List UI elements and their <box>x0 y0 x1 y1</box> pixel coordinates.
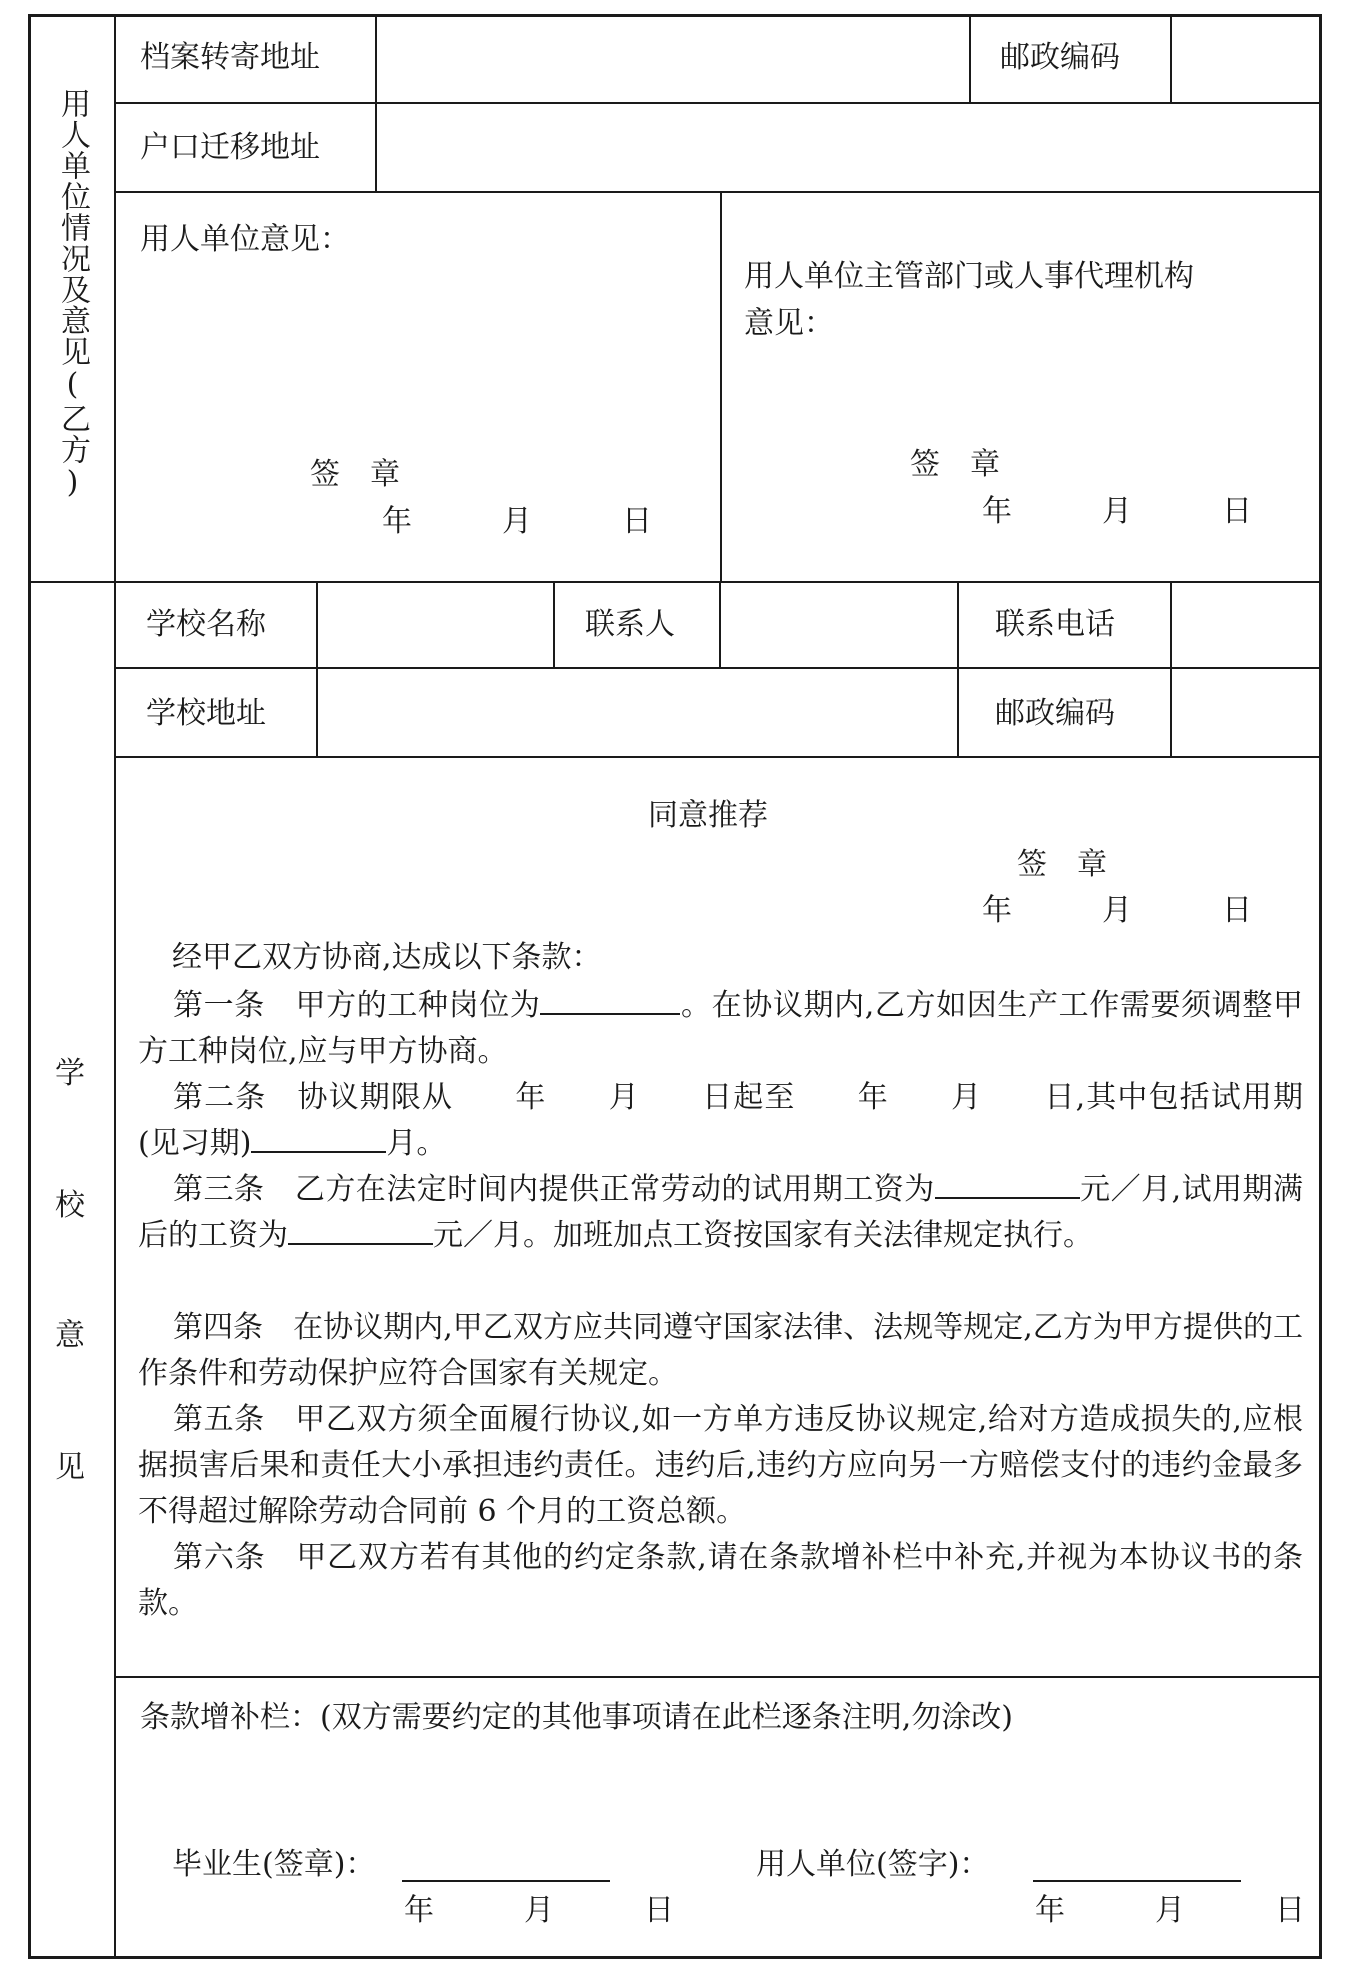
school-side-label-char-4: 见 <box>55 1450 85 1485</box>
section-divider <box>28 581 1320 583</box>
col-line-postal-2 <box>1170 14 1172 103</box>
employer-date-label: 年 月 日 <box>382 504 652 539</box>
col-line-school-3 <box>719 581 721 668</box>
clause-3-text-b: 元／月,试用期满后的工资为 <box>138 1172 1304 1253</box>
clause-1 <box>138 983 1303 1075</box>
school-date-label: 年 月 日 <box>982 893 1252 928</box>
graduate-sign-label: 毕业生(签章)： <box>172 1847 376 1882</box>
clause-6 <box>138 1535 1303 1627</box>
postal-code-label-top: 邮政编码 <box>1000 40 1120 75</box>
recommend-text: 同意推荐 <box>648 798 768 833</box>
graduate-date-label: 年 月 日 <box>404 1893 674 1928</box>
archive-address-field[interactable] <box>378 16 966 100</box>
col-line-postal-1 <box>969 14 971 103</box>
employer-side-label: 用人单位情况及意见(乙方) <box>55 88 90 501</box>
col-line-school-1 <box>316 581 318 757</box>
postal-code-field-top[interactable] <box>1173 16 1317 100</box>
phone-label: 联系电话 <box>995 607 1115 642</box>
employer-sign-line[interactable] <box>1033 1880 1241 1882</box>
postal-code-label-school: 邮政编码 <box>995 696 1115 731</box>
phone-field[interactable] <box>1173 584 1317 666</box>
col-line-school-5 <box>1170 581 1172 757</box>
col-line-archive <box>375 14 377 191</box>
clause-4-text: 第四条 在协议期内,甲乙双方应共同遵守国家法律、法规等规定,乙方为甲方提供的工作条件和劳动保护应符合国家有关规定。 <box>138 1310 1303 1391</box>
supplement-field[interactable] <box>117 1750 1317 1850</box>
school-address-field[interactable] <box>319 670 955 754</box>
clause-5 <box>138 1397 1303 1535</box>
outer-border-bottom <box>28 1956 1322 1959</box>
probation-salary-blank[interactable] <box>935 1167 1080 1199</box>
row-line-5 <box>114 1676 1320 1678</box>
archive-address-label: 档案转寄地址 <box>140 40 320 75</box>
employer-sign-label: 用人单位(签字)： <box>756 1847 990 1882</box>
job-position-blank[interactable] <box>540 983 680 1015</box>
clause-1-text-b: 。在协议期内,乙方如因生产工作需要须调整甲方工种岗位,应与甲方协商。 <box>138 988 1303 1069</box>
supervisor-date-label: 年 月 日 <box>982 494 1252 529</box>
postal-code-field-school[interactable] <box>1173 670 1317 754</box>
clause-3-text-a: 第三条 乙方在法定时间内提供正常劳动的试用期工资为 <box>173 1172 935 1207</box>
outer-border-right <box>1319 14 1322 1959</box>
row-line-1 <box>114 102 1320 104</box>
row-line-2 <box>114 191 1320 193</box>
clause-1-text-a: 第一条 甲方的工种岗位为 <box>173 988 541 1023</box>
probation-period-blank[interactable] <box>251 1121 386 1153</box>
school-side-label-char-2: 校 <box>55 1188 85 1223</box>
clause-5-text: 第五条 甲乙双方须全面履行协议,如一方单方违反协议规定,给对方造成损失的,应根据损害后果和责任大小承担违约责任。违约后,违约方应向另一方赔偿支付的违约金最多不得超过解除劳动合同前 6 个月的工资总额。 <box>138 1402 1303 1529</box>
clauses-intro: 经甲乙双方协商,达成以下条款： <box>172 940 602 975</box>
col-line-opinion <box>720 191 722 582</box>
row-line-3 <box>114 667 1320 669</box>
hukou-address-field[interactable] <box>378 105 1318 189</box>
supervisor-opinion-line1: 用人单位主管部门或人事代理机构 <box>744 259 1194 294</box>
outer-border-left <box>28 14 31 1959</box>
employer-seal-label: 签 章 <box>310 457 400 492</box>
supervisor-opinion-line2: 意见： <box>744 306 834 341</box>
school-side-label-char-1: 学 <box>55 1056 85 1091</box>
row-line-4 <box>114 756 1320 758</box>
school-name-field[interactable] <box>319 584 551 666</box>
clause-3 <box>138 1167 1303 1259</box>
supervisor-seal-label: 签 章 <box>910 447 1000 482</box>
clause-6-text: 第六条 甲乙双方若有其他的约定条款,请在条款增补栏中补充,并视为本协议书的条款。 <box>138 1540 1303 1621</box>
school-seal-label: 签 章 <box>1017 847 1107 882</box>
side-column-divider <box>114 14 116 1958</box>
employer-date-label-bottom: 年 月 日 <box>1035 1893 1305 1928</box>
employer-opinion-label: 用人单位意见： <box>140 222 350 257</box>
clause-4 <box>138 1305 1303 1397</box>
school-address-label: 学校地址 <box>146 696 266 731</box>
graduate-sign-line[interactable] <box>402 1880 610 1882</box>
col-line-school-2 <box>553 581 555 668</box>
clause-2-text-a: 第二条 协议期限从 年 月 日起至 年 月 日,其中包括试用期(见习期) <box>138 1080 1303 1161</box>
regular-salary-blank[interactable] <box>288 1213 433 1245</box>
clause-2-text-b: 月。 <box>386 1126 447 1161</box>
hukou-address-label: 户口迁移地址 <box>140 130 320 165</box>
contact-field[interactable] <box>722 584 955 666</box>
school-name-label: 学校名称 <box>146 607 266 642</box>
col-line-school-4 <box>957 581 959 757</box>
clause-3-text-c: 元／月。加班加点工资按国家有关法律规定执行。 <box>433 1218 1093 1253</box>
contact-label: 联系人 <box>585 607 675 642</box>
school-side-label-char-3: 意 <box>55 1318 85 1353</box>
supplement-label: 条款增补栏：(双方需要约定的其他事项请在此栏逐条注明,勿涂改) <box>140 1700 1013 1735</box>
clause-2 <box>138 1075 1303 1167</box>
